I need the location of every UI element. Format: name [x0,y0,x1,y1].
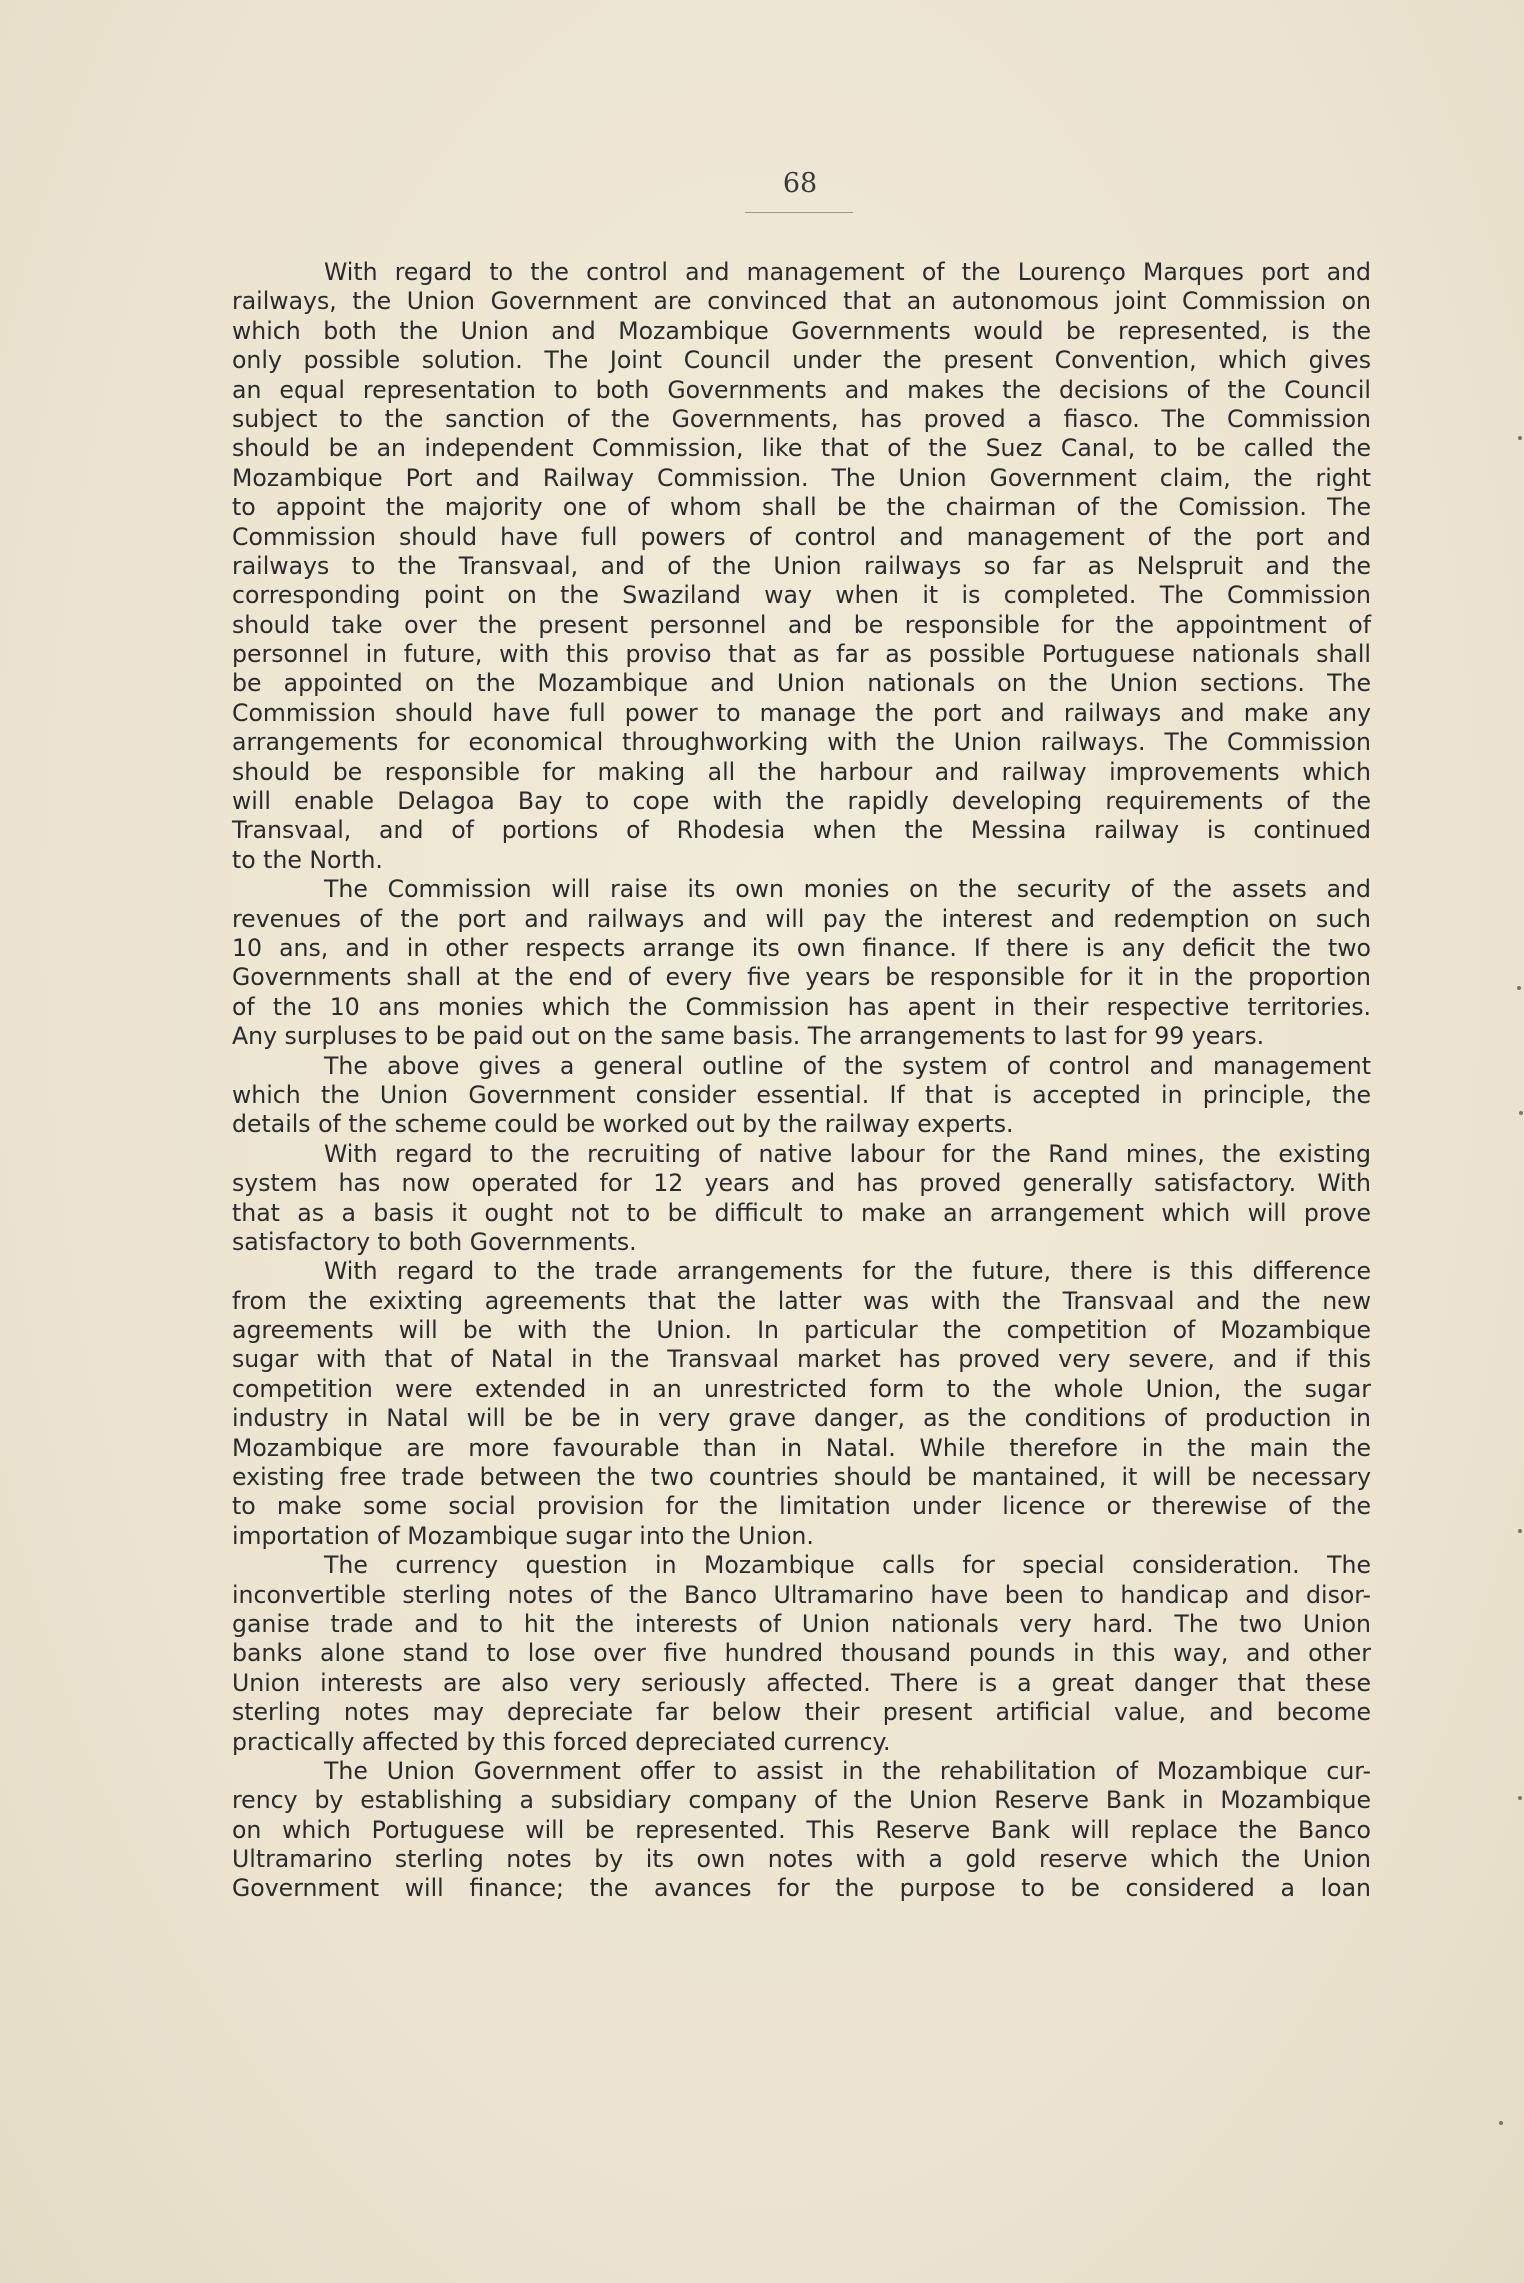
text-line: existing free trade between the two countries should be mantained, it will be necessary [232,1463,1371,1492]
text-line: to appoint the majority one of whom shall be the chairman of the Comission. The [232,493,1371,522]
text-line: details of the scheme could be worked out by the railway experts. [232,1110,1014,1139]
paper-speck [1518,436,1522,440]
text-line: only possible solution. The Joint Council under the present Convention, which gives [232,346,1371,375]
text-line: an equal representation to both Governments and makes the decisions of the Council [232,375,1371,404]
page-number: 68 [782,168,818,199]
text-line: practically affected by this forced depreciated currency. [232,1727,891,1756]
paragraph [232,1140,1371,1258]
text-line: With regard to the recruiting of native labour for the Rand mines, the existing [324,1139,1371,1168]
text-line: that as a basis it ought not to be difficult to make an arrangement which will prove [232,1198,1371,1227]
text-line: arrangements for economical throughworking with the Union railways. The Commission [232,728,1371,757]
text-line: Commission should have full power to manage the port and railways and make any [232,698,1371,727]
text-line: sugar with that of Natal in the Transvaal market has proved very severe, and if this [232,1345,1371,1374]
paragraph [232,258,1371,875]
text-line: Commission should have full powers of control and management of the port and [232,522,1371,551]
text-line: revenues of the port and railways and will pay the interest and redemption on such [232,904,1371,933]
text-line: The Union Government offer to assist in the rehabilitation of Mozambique cur- [324,1756,1371,1785]
text-line: ganise trade and to hit the interests of Union nationals very hard. The two Union [232,1609,1371,1638]
text-line: With regard to the trade arrangements for the future, there is this difference [324,1257,1371,1286]
text-line: will enable Delagoa Bay to cope with the rapidly developing requirements of the [232,787,1371,816]
text-line: which the Union Government consider essential. If that is accepted in principle, the [232,1080,1371,1109]
body-text [232,258,1371,1904]
paragraph [232,1257,1371,1551]
text-line: Mozambique are more favourable than in Natal. While therefore in the main the [232,1433,1371,1462]
text-line: from the exixting agreements that the latter was with the Transvaal and the new [232,1286,1371,1315]
paragraph [232,875,1371,1051]
text-line: Union interests are also very seriously affected. There is a great danger that these [232,1668,1371,1697]
text-line: 10 ans, and in other respects arrange its own finance. If there is any deficit the two [232,933,1371,962]
paragraph [232,1052,1371,1140]
paper-speck [1518,1529,1522,1533]
text-line: The above gives a general outline of the system of control and management [324,1051,1371,1080]
text-line: system has now operated for 12 years and has proved generally satisfactory. With [232,1169,1371,1198]
text-line: to make some social provision for the limitation under licence or therewise of the [232,1492,1371,1521]
text-line: agreements will be with the Union. In particular the competition of Mozambique [232,1316,1371,1345]
text-line: railways to the Transvaal, and of the Union railways so far as Nelspruit and the [232,551,1371,580]
text-line: to the North. [232,845,383,874]
text-line: personnel in future, with this proviso that as far as possible Portuguese nationals shall [232,640,1371,669]
text-line: Governments shall at the end of every five years be responsible for it in the proportion [232,963,1371,992]
text-line: The currency question in Mozambique calls for special consideration. The [324,1551,1371,1580]
text-line: With regard to the control and management of the Lourenço Marques port and [324,258,1371,286]
text-line: should be an independent Commission, like that of the Suez Canal, to be called the [232,434,1371,463]
text-line: should be responsible for making all the harbour and railway improvements which [232,757,1371,786]
text-line: The Commission will raise its own monies on the security of the assets and [324,875,1371,904]
text-line: banks alone stand to lose over five hundred thousand pounds in this way, and other [232,1639,1371,1668]
paper-speck [1518,1796,1522,1800]
text-line: railways, the Union Government are convinced that an autonomous joint Commission on [232,287,1371,316]
text-line: of the 10 ans monies which the Commission has apent in their respective territories. [232,992,1371,1021]
text-line: be appointed on the Mozambique and Union nationals on the Union sections. The [232,669,1371,698]
text-line: on which Portuguese will be represented. This Reserve Bank will replace the Banco [232,1815,1371,1844]
paper-speck [1499,2121,1503,2125]
text-line: satisfactory to both Governments. [232,1227,637,1256]
text-line: Government will finance; the avances for the purpose to be considered a loan [232,1874,1371,1903]
text-line: subject to the sanction of the Governments, has proved a fiasco. The Commission [232,404,1371,433]
text-line: industry in Natal will be be in very grave danger, as the conditions of production in [232,1404,1371,1433]
page-number-rule [745,212,853,213]
paper-speck [1519,1111,1523,1115]
text-line: sterling notes may depreciate far below their present artificial value, and become [232,1698,1371,1727]
paper-speck [1517,986,1521,990]
paragraph [232,1551,1371,1757]
text-line: should take over the present personnel and be responsible for the appointment of [232,610,1371,639]
text-line: corresponding point on the Swaziland way when it is completed. The Commission [232,581,1371,610]
text-line: Mozambique Port and Railway Commission. The Union Government claim, the right [232,463,1371,492]
text-line: Any surpluses to be paid out on the same basis. The arrangements to last for 99 years. [232,1022,1265,1051]
paragraph [232,1757,1371,1904]
text-line: Ultramarino sterling notes by its own notes with a gold reserve which the Union [232,1845,1371,1874]
text-line: which both the Union and Mozambique Governments would be represented, is the [232,316,1371,345]
text-line: rency by establishing a subsidiary company of the Union Reserve Bank in Mozambique [232,1786,1371,1815]
text-line: inconvertible sterling notes of the Banco Ultramarino have been to handicap and disor- [232,1580,1371,1609]
text-line: importation of Mozambique sugar into the Union. [232,1521,814,1550]
text-line: Transvaal, and of portions of Rhodesia when the Messina railway is continued [232,816,1371,845]
text-line: competition were extended in an unrestricted form to the whole Union, the sugar [232,1374,1371,1403]
